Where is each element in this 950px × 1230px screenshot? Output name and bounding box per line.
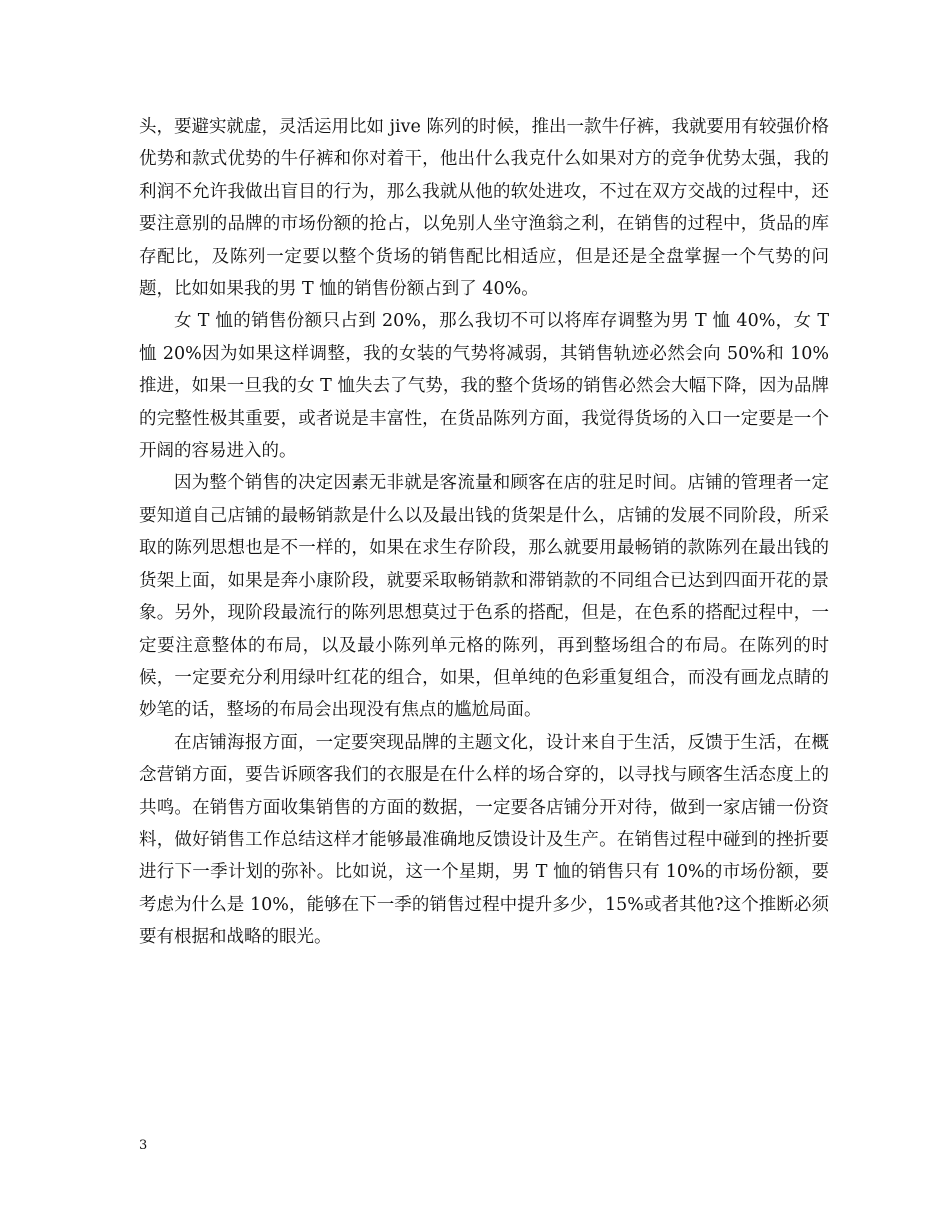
paragraph-4: 在店铺海报方面，一定要突现品牌的主题文化，设计来自于生活，反馈于生活，在概念营销方面，要告诉顾客我们的衣服是在什么样的场合穿的，以寻找与顾客生活态度上的共鸣。在销售方面收集销售的方面的数据，一定要各店铺分开对待，做到一家店铺一份资料，做好销售工作总结这样才能够最准确地反馈设计及生产。在销售过程中碰到的挫折要进行下一季计划的弥补。比如说，这一个星期，男 T 恤的销售只有 10%的市场份额，要考虑为什么是 10%，能够在下一季的销售过程中提升多少，15%或者其他?这个推断必须要有根据和战略的眼光。: [139, 732, 829, 948]
paragraph-2: 女 T 恤的销售份额只占到 20%，那么我切不可以将库存调整为男 T 恤 40%，女 T 恤 20%因为如果这样调整，我的女装的气势将减弱，其销售轨迹必然会向 50%和 10%推进，如果一旦我的女 T 恤失去了气势，我的整个货场的销售必然会大幅下降，因为品牌的完整性极其重要，或者说是丰富性，在货品陈列方面，我觉得货场的入口一定要是一个开阔的容易进入的。: [139, 311, 829, 462]
page-number: 3: [139, 1138, 148, 1153]
document-body: [139, 111, 829, 954]
paragraph-3: 因为整个销售的决定因素无非就是客流量和顾客在店的驻足时间。店铺的管理者一定要知道自己店铺的最畅销款是什么以及最出钱的货架是什么，店铺的发展不同阶段，所采取的陈列思想也是不一样的，如果在求生存阶段，那么就要用最畅销的款陈列在最出钱的货架上面，如果是奔小康阶段，就要采取畅销款和滞销款的不同组合已达到四面开花的景象。另外，现阶段最流行的陈列思想莫过于色系的搭配，但是，在色系的搭配过程中，一定要注意整体的布局，以及最小陈列单元格的陈列，再到整场组合的布局。在陈列的时候，一定要充分利用绿叶红花的组合，如果，但单纯的色彩重复组合，而没有画龙点睛的妙笔的话，整场的布局会出现没有焦点的尴尬局面。: [139, 473, 829, 721]
paragraph-1: 头，要避实就虚，灵活运用比如 jive 陈列的时候，推出一款牛仔裤，我就要用有较强价格优势和款式优势的牛仔裤和你对着干，他出什么我克什么如果对方的竞争优势太强，我的利润不允许我做出盲目的行为，那么我就从他的软处进攻，不过在双方交战的过程中，还要注意别的品牌的市场份额的抢占，以免别人坐守渔翁之利，在销售的过程中，货品的库存配比，及陈列一定要以整个货场的销售配比相适应，但是还是全盘掌握一个气势的问题，比如如果我的男 T 恤的销售份额占到了 40%。: [139, 117, 829, 300]
